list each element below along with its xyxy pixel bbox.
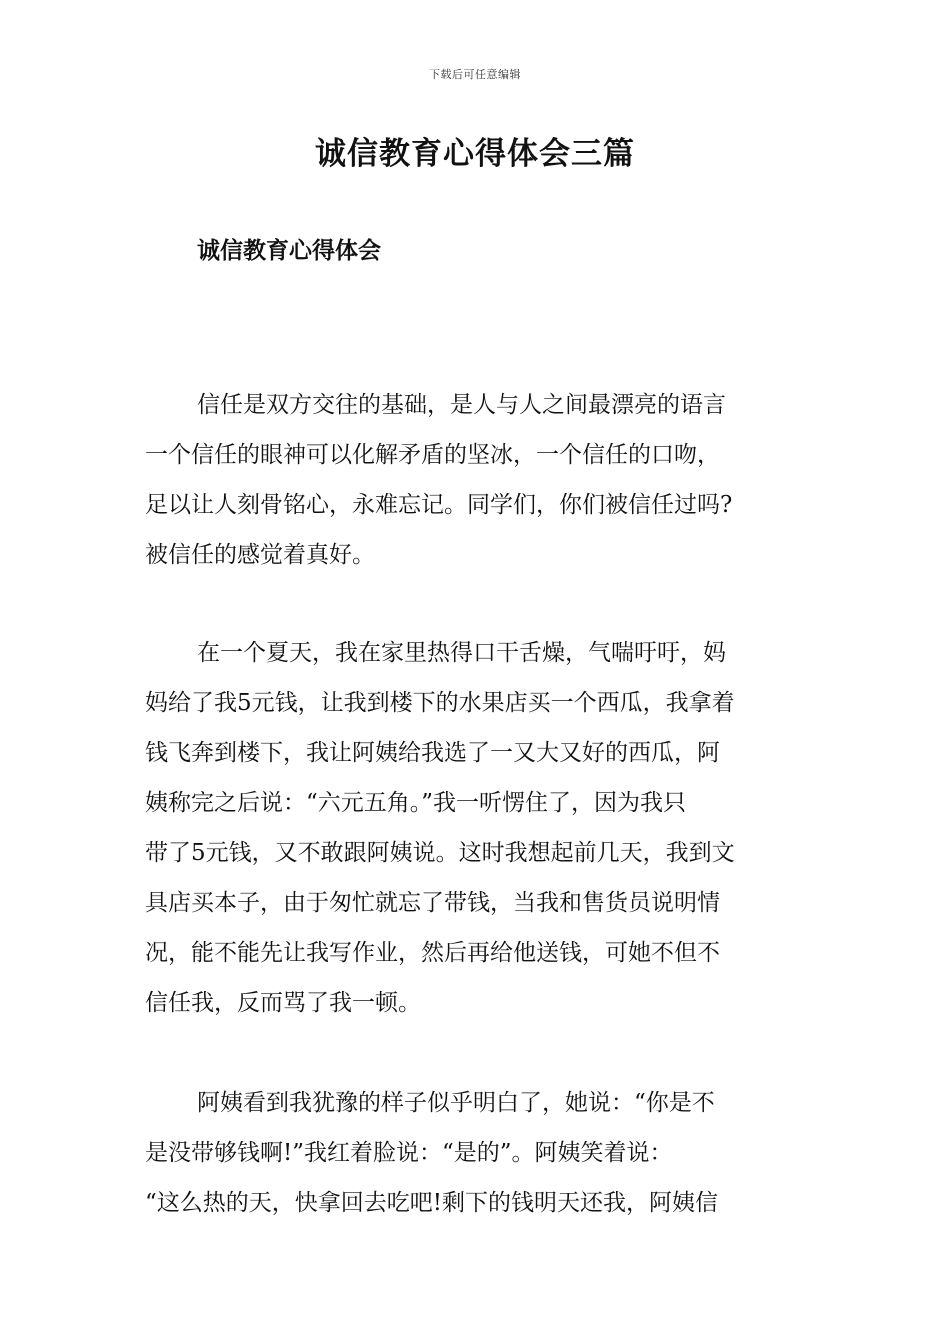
header-note: 下载后可任意编辑 [429,68,521,81]
paragraph-2 [145,628,809,1028]
paragraph-line: 妈给了我5元钱，让我到楼下的水果店买一个西瓜，我拿着 [145,690,735,716]
paragraph-line: 姨称完之后说：“六元五角。”我一听愣住了，因为我只 [145,790,687,816]
paragraph-line: 带了5元钱，又不敢跟阿姨说。这时我想起前几天，我到文 [145,840,735,866]
paragraph-line: 信任我，反而骂了我一顿。 [145,990,421,1016]
document-title: 诚信教育心得体会三篇 [315,136,635,172]
paragraph-line: “这么热的天，快拿回去吃吧!剩下的钱明天还我，阿姨信 [145,1190,719,1216]
paragraph-line: 足以让人刻骨铭心，永难忘记。同学们，你们被信任过吗? [145,492,733,518]
paragraph-line: 况，能不能先让我写作业，然后再给他送钱，可她不但不 [145,940,720,966]
paragraph-line: 被信任的感觉着真好。 [145,542,375,568]
paragraph-3 [145,1078,809,1228]
paragraph-line: 是没带够钱啊!”我红着脸说：“是的”。阿姨笑着说： [145,1140,673,1166]
paragraph-1 [145,380,809,580]
section-subtitle: 诚信教育心得体会 [197,237,381,264]
paragraph-line: 阿姨看到我犹豫的样子似乎明白了，她说：“你是不 [197,1090,715,1116]
paragraph-line: 在一个夏天，我在家里热得口干舌燥，气喘吁吁，妈 [197,640,726,666]
paragraph-line: 一个信任的眼神可以化解矛盾的坚冰，一个信任的口吻， [145,442,720,468]
paragraph-line: 钱飞奔到楼下，我让阿姨给我选了一又大又好的西瓜，阿 [145,740,720,766]
paragraph-line: 具店买本子，由于匆忙就忘了带钱，当我和售货员说明情 [145,890,720,916]
paragraph-line: 信任是双方交往的基础，是人与人之间最漂亮的语言 [197,392,726,418]
